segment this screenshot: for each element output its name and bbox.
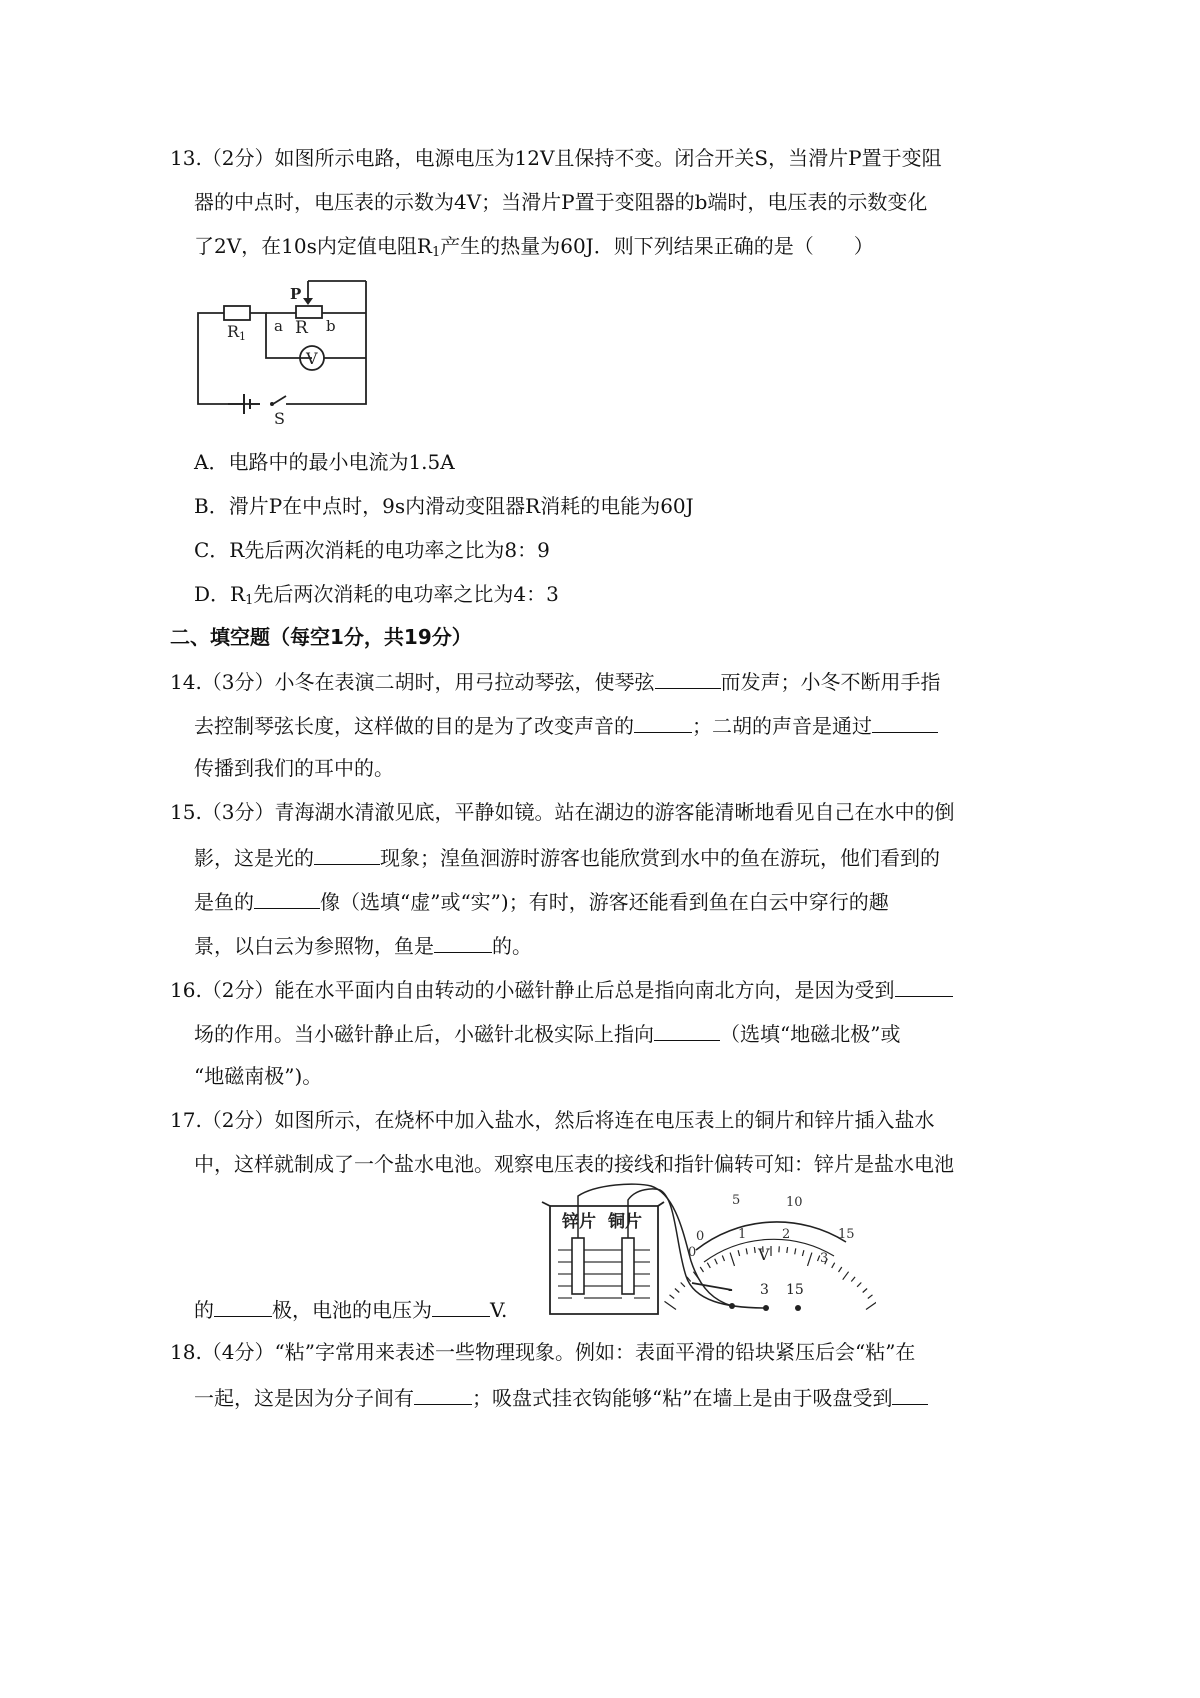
meter-tick [808, 1253, 812, 1266]
q13-option-d: D．$R_1$先后两次消耗的电功率之比为4：3 [194, 582, 559, 608]
q17-line-3: 的 极，电池的电压为 V. [194, 1298, 508, 1322]
circuit-label-v: V [306, 349, 318, 368]
circuit-label-a: a [274, 317, 283, 335]
q14-line-1: 14.（3分）小冬在表演二胡时，用弓拉动琴弦，使琴弦 而发声；小冬不断用手指 [170, 670, 941, 694]
terminal-15: 15 [786, 1282, 804, 1298]
upper-tick-10: 10 [786, 1195, 803, 1210]
q14-blank-2[interactable] [634, 712, 692, 733]
q16-blank-1[interactable] [895, 976, 953, 997]
circuit-label-r1-sub: 1 [239, 330, 247, 343]
q18-blank-1[interactable] [414, 1384, 472, 1405]
lower-tick-0: 0 [688, 1245, 697, 1260]
q15-line-4: 景，以白云为参照物，鱼是 的。 [194, 934, 532, 958]
meter-tick [795, 1248, 796, 1254]
circuit-label-s: S [274, 409, 285, 428]
q16-line-2: 场的作用。当小磁针静止后，小磁针北极实际上指向 （选填“地磁北极”或 [194, 1022, 901, 1046]
lower-tick-3: 3 [820, 1251, 829, 1266]
q18-line-1: 18.（4分）“粘”字常用来表述一些物理现象。例如：表面平滑的铅块紧压后会“粘”在 [170, 1340, 916, 1364]
circuit-label-r1: R [227, 322, 240, 341]
q17-blank-2[interactable] [432, 1296, 490, 1317]
lower-tick-1: 1 [738, 1227, 747, 1242]
q17-saltwater-battery-figure [536, 1176, 876, 1326]
section-heading: 二、填空题（每空1分，共19分） [170, 625, 472, 649]
q13-line-3: 了2V，在10s内定值电阻$R_1$产生的热量为60J．则下列结果正确的是（ ） [194, 234, 874, 260]
meter-tick [746, 1248, 747, 1254]
q16-blank-2[interactable] [654, 1020, 720, 1041]
meter-tick [707, 1263, 710, 1268]
q13-line-1: 13.（2分）如图所示电路，电源电压为12V且保持不变。闭合开关S，当滑片P置于变阻 [170, 146, 942, 170]
meter-tick [866, 1301, 876, 1309]
q14-line-2: 去控制琴弦长度，这样做的目的是为了改变声音的 ；二胡的声音是通过 [194, 712, 938, 738]
q18-blank-2[interactable] [892, 1384, 928, 1405]
q14-line-3: 传播到我们的耳中的。 [194, 756, 394, 780]
meter-tick [730, 1253, 734, 1266]
q15-line-3: 是鱼的 像（选填“虚”或“实”)；有时，游客还能看到鱼在白云中穿行的趣 [194, 890, 889, 914]
meter-tick [851, 1277, 855, 1282]
meter-tick [843, 1272, 849, 1280]
meter-tick [670, 1295, 675, 1299]
meter-needle [692, 1283, 732, 1290]
meter-tick [675, 1289, 679, 1293]
q15-line-2: 影，这是光的 现象；湟鱼洄游时游客也能欣赏到水中的鱼在游玩，他们看到的 [194, 846, 940, 870]
lower-tick-2: 2 [782, 1227, 791, 1242]
terminal-minus: - [728, 1282, 733, 1298]
meter-tick [863, 1289, 867, 1293]
meter-tick [700, 1267, 703, 1272]
q13-circuit-diagram [190, 276, 370, 428]
q13-line-2: 器的中点时，电压表的示数为4V；当滑片P置于变阻器的b端时，电压表的示数变化 [194, 190, 928, 214]
upper-tick-5: 5 [732, 1193, 741, 1208]
q14-blank-3[interactable] [872, 712, 938, 733]
circuit-label-p: P [290, 285, 302, 303]
q14-blank-1[interactable] [655, 668, 721, 689]
q17-line-2: 中，这样就制成了一个盐水电池。观察电压表的接线和指针偏转可知：锌片是盐水电池 [194, 1152, 954, 1176]
meter-tick [832, 1263, 835, 1268]
upper-tick-0: 0 [696, 1229, 705, 1244]
q16-line-3: “地磁南极”)。 [194, 1064, 323, 1088]
meter-tick [681, 1283, 685, 1287]
meter-tick [722, 1256, 724, 1262]
q15-blank-2[interactable] [254, 888, 320, 909]
q13-option-a: A．电路中的最小电流为1.5A [194, 450, 455, 474]
meter-tick [738, 1250, 740, 1256]
meter-unit-label: V [758, 1245, 770, 1264]
zinc-plate-label: 锌片 [562, 1212, 596, 1232]
circuit-label-b: b [326, 317, 336, 335]
meter-tick [787, 1247, 788, 1253]
meter-tick [839, 1267, 842, 1272]
q15-blank-3[interactable] [434, 932, 492, 953]
q17-blank-1[interactable] [214, 1296, 272, 1317]
q16-line-1: 16.（2分）能在水平面内自由转动的小磁针静止后总是指向南北方向，是因为受到 [170, 976, 953, 1002]
q15-blank-1[interactable] [314, 844, 380, 865]
q13-option-b: B．滑片P在中点时，9s内滑动变阻器R消耗的电能为60J [194, 494, 694, 518]
copper-plate-label: 铜片 [608, 1212, 642, 1232]
meter-tick [857, 1283, 861, 1287]
q15-line-1: 15.（3分）青海湖水清澈见底，平静如镜。站在湖边的游客能清晰地看见自己在水中的倒 [170, 800, 955, 824]
q17-line-1: 17.（2分）如图所示，在烧杯中加入盐水，然后将连在电压表上的铜片和锌片插入盐水 [170, 1108, 935, 1132]
meter-tick [665, 1301, 677, 1309]
meter-tick [802, 1250, 804, 1256]
meter-tick [754, 1247, 755, 1253]
meter-tick [868, 1295, 873, 1299]
upper-tick-15: 15 [838, 1227, 855, 1242]
circuit-label-r: R [295, 318, 308, 338]
terminal-3: 3 [760, 1282, 769, 1298]
svg-text:R1 [227, 322, 246, 343]
meter-arc [696, 1222, 846, 1250]
q13-option-c: C．R先后两次消耗的电功率之比为8：9 [194, 538, 550, 562]
meter-tick [715, 1259, 718, 1264]
q18-line-2: 一起，这是因为分子间有 ；吸盘式挂衣钩能够“粘”在墙上是由于吸盘受到 [194, 1384, 928, 1410]
